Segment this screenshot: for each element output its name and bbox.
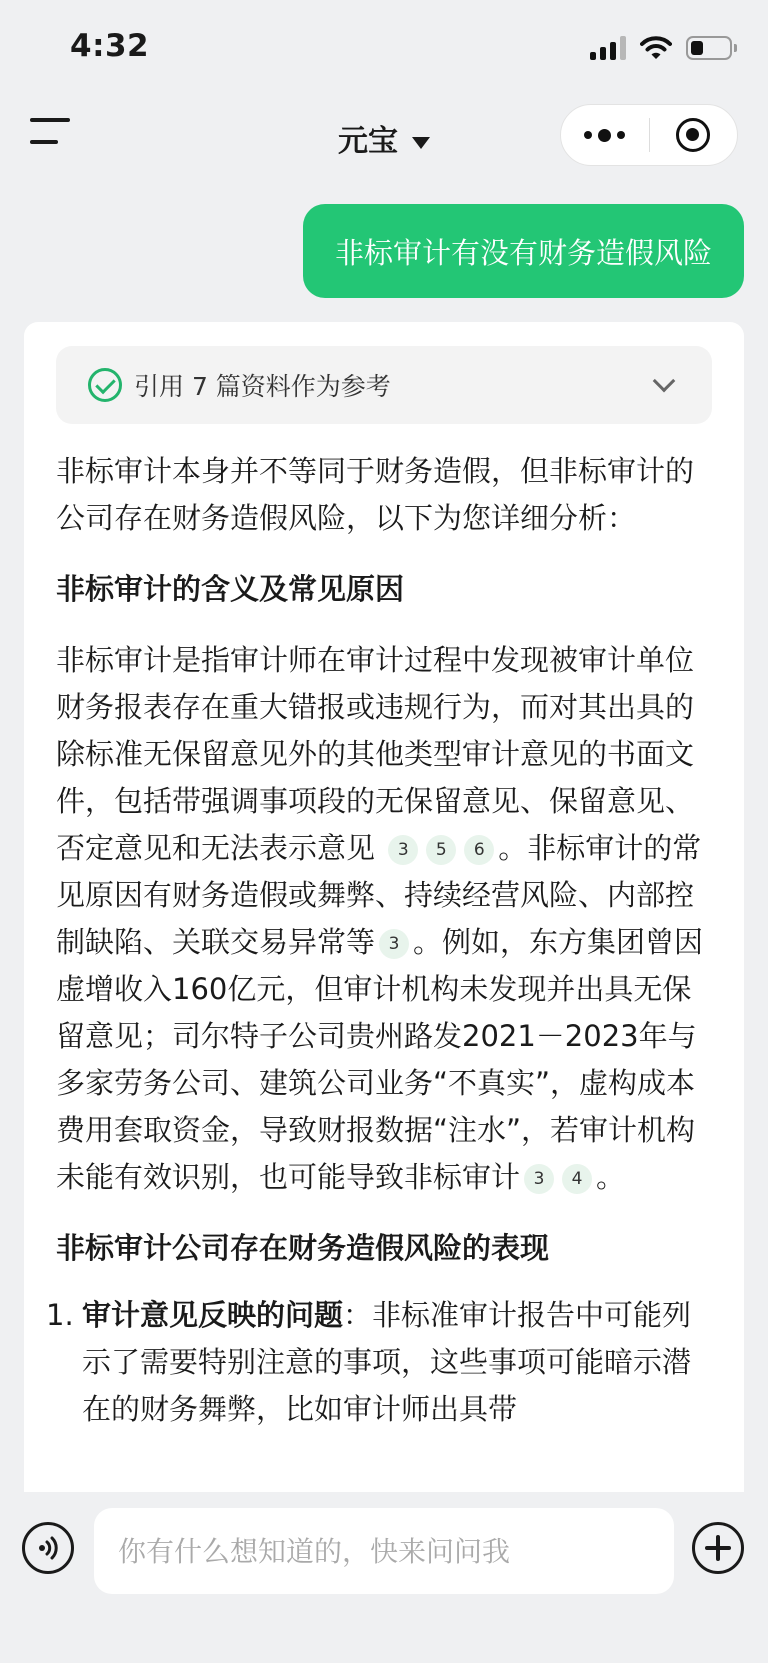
battery-icon bbox=[686, 36, 732, 60]
nav-title: 元宝 bbox=[338, 124, 398, 159]
chevron-down-icon bbox=[653, 370, 676, 393]
status-time: 4:32 bbox=[70, 28, 150, 64]
paragraph-text: 。 bbox=[596, 1160, 626, 1194]
input-bar bbox=[0, 1492, 768, 1663]
citation-badge[interactable]: 6 bbox=[464, 835, 494, 865]
caret-down-icon bbox=[412, 137, 430, 149]
close-miniprogram-icon[interactable] bbox=[650, 118, 738, 152]
section-heading: 非标审计公司存在财务造假风险的表现 bbox=[56, 1231, 550, 1265]
cellular-signal-icon bbox=[590, 36, 626, 60]
status-icons bbox=[590, 36, 732, 60]
paragraph-text: 。非标审计的常见原因有财务造假或舞弊、持续经营风险、内部控制缺陷、关联交易异常等 bbox=[56, 831, 702, 959]
voice-input-button[interactable] bbox=[22, 1522, 74, 1574]
assistant-answer bbox=[24, 322, 744, 1492]
miniprogram-capsule bbox=[560, 104, 738, 166]
voice-wave-icon bbox=[33, 1533, 63, 1563]
more-icon[interactable] bbox=[561, 129, 649, 142]
reference-label: 引用 7 篇资料作为参考 bbox=[134, 372, 391, 401]
answer-intro: 非标审计本身并不等同于财务造假，但非标审计的公司存在财务造假风险，以下为您详细分析： bbox=[56, 454, 695, 535]
list-number: 1. bbox=[46, 1298, 74, 1332]
paragraph-text: 非标审计是指审计师在审计过程中发现被审计单位财务报表存在重大错报或违规行为，而对其出具的除标准无保留意见外的其他类型审计意见的书面文件，包括带强调事项段的无保留意见、保留意见、否定意见和无法表示意见 bbox=[56, 643, 695, 865]
reference-toggle[interactable] bbox=[56, 346, 712, 424]
citation-badge[interactable]: 5 bbox=[426, 835, 456, 865]
citation-badge[interactable]: 4 bbox=[562, 1164, 592, 1194]
list-item-text: ：非标准审计报告中可能列示了需要特别注意的事项，这些事项可能暗示潜在的财务舞弊，比如审计师出具带 bbox=[82, 1298, 692, 1426]
list-item bbox=[46, 1292, 712, 1433]
section-heading: 非标审计的含义及常见原因 bbox=[56, 572, 405, 606]
nav-bar bbox=[0, 100, 768, 170]
chat-input[interactable] bbox=[94, 1508, 674, 1594]
citation-badge[interactable]: 3 bbox=[388, 835, 418, 865]
citation-badge[interactable]: 3 bbox=[379, 929, 409, 959]
status-bar bbox=[0, 0, 768, 96]
paragraph-text: 。例如，东方集团曾因虚增收入160亿元，但审计机构未发现并出具无保留意见；司尔特子公司贵州路发2021－2023年与多家劳务公司、建筑公司业务“不真实”，虚构成本费用套取资金，导致财报数据“注水”，若审计机构未能有效识别，也可能导致非标审计 bbox=[56, 925, 704, 1194]
wifi-icon bbox=[640, 36, 672, 60]
check-circle-icon bbox=[88, 368, 122, 402]
user-message: 非标审计有没有财务造假风险 bbox=[303, 204, 744, 298]
citation-badge[interactable]: 3 bbox=[524, 1164, 554, 1194]
answer-paragraph bbox=[56, 637, 712, 1201]
add-attachment-button[interactable] bbox=[692, 1522, 744, 1574]
list-item-title: 审计意见反映的问题 bbox=[82, 1298, 344, 1332]
